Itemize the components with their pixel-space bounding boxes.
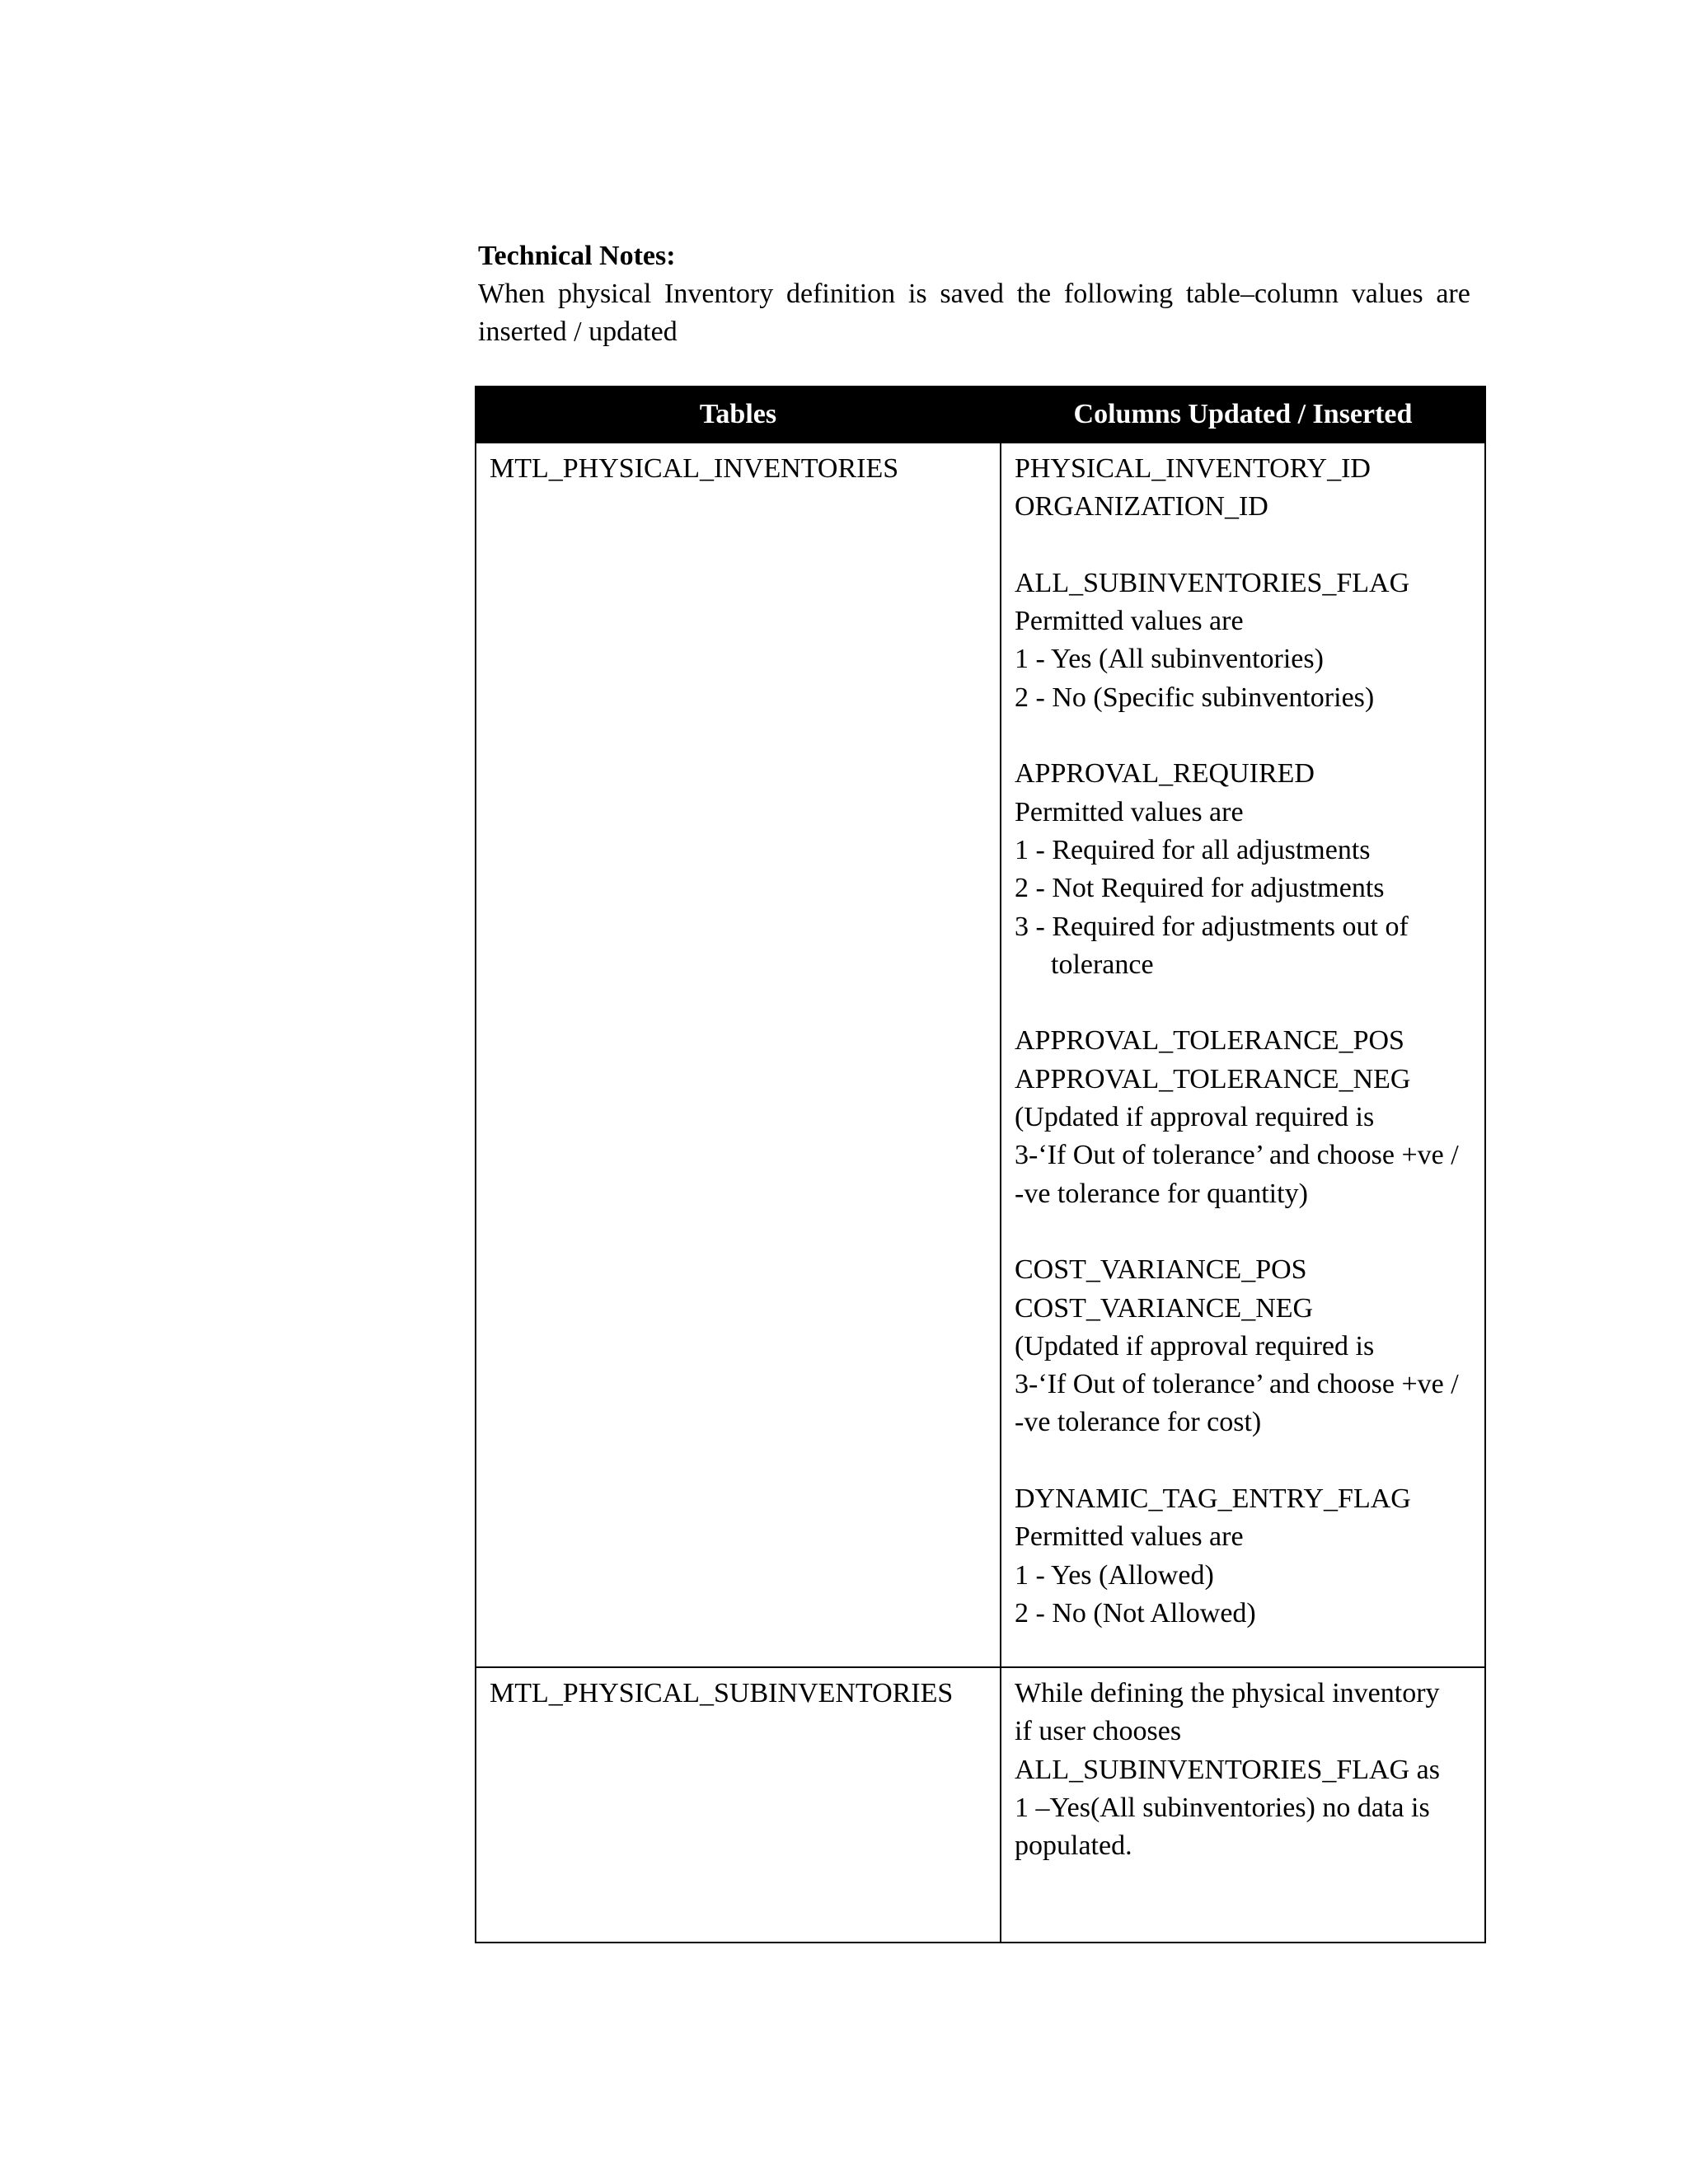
header-columns: Columns Updated / Inserted bbox=[1001, 387, 1485, 443]
blank-line bbox=[1015, 1442, 1471, 1480]
column-line: Permitted values are bbox=[1015, 606, 1244, 637]
column-line: (Updated if approval required is bbox=[1015, 1330, 1375, 1361]
intro-word: values bbox=[1351, 279, 1423, 309]
table-name: MTL_PHYSICAL_INVENTORIES bbox=[490, 453, 899, 484]
columns-cell bbox=[1001, 443, 1485, 1667]
intro-paragraph bbox=[478, 275, 1470, 351]
intro-word: physical bbox=[557, 279, 652, 309]
intro-word: table–column bbox=[1185, 279, 1339, 309]
column-line: ALL_SUBINVENTORIES_FLAG as bbox=[1015, 1754, 1440, 1785]
column-line: 2 - No (Not Allowed) bbox=[1015, 1597, 1256, 1629]
intro-word: definition bbox=[785, 279, 896, 309]
table-name-cell bbox=[476, 1667, 1001, 1943]
column-line: While defining the physical inventory bbox=[1015, 1678, 1440, 1708]
intro-word: the bbox=[1016, 279, 1052, 309]
intro-word: is bbox=[907, 279, 927, 309]
column-line: DYNAMIC_TAG_ENTRY_FLAG bbox=[1015, 1483, 1411, 1515]
column-line: -ve tolerance for cost) bbox=[1015, 1407, 1262, 1438]
column-line: (Updated if approval required is bbox=[1015, 1102, 1375, 1133]
columns-cell bbox=[1001, 1667, 1485, 1943]
intro-word: following bbox=[1063, 279, 1174, 309]
column-line: ALL_SUBINVENTORIES_FLAG bbox=[1015, 567, 1410, 598]
column-line: APPROVAL_TOLERANCE_NEG bbox=[1015, 1063, 1411, 1094]
column-line: -ve tolerance for quantity) bbox=[1015, 1178, 1308, 1209]
tables-columns-table bbox=[475, 386, 1486, 1943]
blank-line bbox=[1015, 527, 1471, 565]
column-line: populated. bbox=[1015, 1830, 1132, 1862]
intro-word: saved bbox=[940, 279, 1004, 309]
blank-line bbox=[1015, 717, 1471, 755]
column-line: 3-‘If Out of tolerance’ and choose +ve / bbox=[1015, 1369, 1459, 1400]
column-line: 2 - Not Required for adjustments bbox=[1015, 873, 1385, 904]
column-line: 2 - No (Specific subinventories) bbox=[1015, 682, 1375, 713]
column-line: COST_VARIANCE_POS bbox=[1015, 1254, 1307, 1286]
column-line: 3-‘If Out of tolerance’ and choose +ve / bbox=[1015, 1140, 1459, 1171]
header-tables: Tables bbox=[476, 387, 1001, 443]
table-name-cell bbox=[476, 443, 1001, 1667]
column-line: Permitted values are bbox=[1015, 796, 1244, 827]
column-line: 1 - Yes (All subinventories) bbox=[1015, 644, 1324, 675]
column-line: APPROVAL_TOLERANCE_POS bbox=[1015, 1025, 1404, 1057]
column-line: Permitted values are bbox=[1015, 1521, 1244, 1553]
column-line: APPROVAL_REQUIRED bbox=[1015, 758, 1315, 790]
intro-word: are bbox=[1436, 279, 1470, 309]
table-row bbox=[476, 1667, 1485, 1943]
table-name: MTL_PHYSICAL_SUBINVENTORIES bbox=[490, 1678, 954, 1708]
column-line: 3 - Required for adjustments out of bbox=[1015, 911, 1409, 942]
intro-word: Inventory bbox=[664, 279, 774, 309]
technical-notes-heading: Technical Notes: bbox=[478, 241, 676, 271]
table-header-row bbox=[476, 387, 1485, 443]
column-line: tolerance bbox=[1051, 949, 1154, 980]
column-line: 1 –Yes(All subinventories) no data is bbox=[1015, 1792, 1430, 1823]
intro-line-2: inserted / updated bbox=[478, 316, 678, 347]
intro-word: When bbox=[478, 279, 546, 309]
column-line: 1 - Required for all adjustments bbox=[1015, 834, 1371, 865]
intro-line-1 bbox=[478, 275, 1470, 313]
blank-line bbox=[1015, 984, 1471, 1022]
column-line: ORGANIZATION_ID bbox=[1015, 491, 1268, 523]
column-line: 1 - Yes (Allowed) bbox=[1015, 1559, 1214, 1591]
column-line: PHYSICAL_INVENTORY_ID bbox=[1015, 453, 1371, 484]
blank-line bbox=[1015, 1213, 1471, 1251]
table-row bbox=[476, 443, 1485, 1667]
column-line: COST_VARIANCE_NEG bbox=[1015, 1292, 1314, 1324]
column-line: if user chooses bbox=[1015, 1716, 1182, 1747]
